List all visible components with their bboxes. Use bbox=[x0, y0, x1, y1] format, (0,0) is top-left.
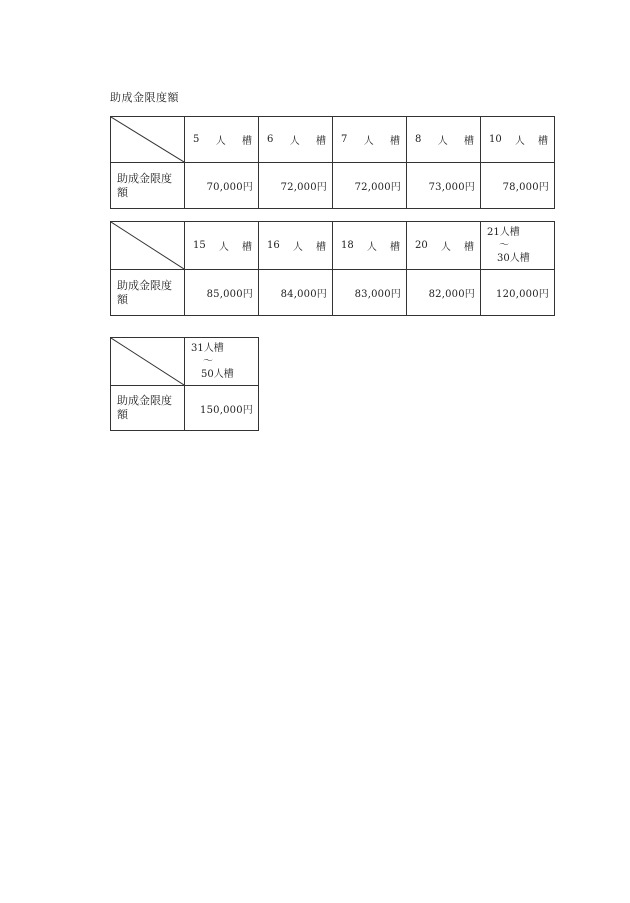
capacity-header: 20 人 槽 bbox=[407, 222, 481, 270]
diagonal-line bbox=[111, 222, 184, 269]
range-tilde: ～ bbox=[203, 356, 213, 367]
capacity-header: 15 人 槽 bbox=[185, 222, 259, 270]
range-tilde: ～ bbox=[499, 240, 509, 251]
range-to: 50人槽 bbox=[201, 369, 234, 380]
amount-row bbox=[111, 270, 555, 316]
amount-cell: 82,000円 bbox=[407, 270, 481, 316]
range-to: 30人槽 bbox=[497, 253, 530, 264]
subsidy-table-medium bbox=[110, 221, 555, 316]
amount-row bbox=[111, 386, 259, 431]
range-from: 21人槽 bbox=[487, 227, 520, 238]
amount-cell: 72,000円 bbox=[333, 163, 407, 209]
subsidy-table-large bbox=[110, 337, 259, 431]
diagonal-corner-cell bbox=[111, 117, 185, 163]
capacity-header: 6 人 槽 bbox=[259, 117, 333, 163]
amount-row bbox=[111, 163, 555, 209]
amount-cell: 73,000円 bbox=[407, 163, 481, 209]
page-title: 助成金限度額 bbox=[110, 91, 179, 104]
amount-cell: 120,000円 bbox=[481, 270, 555, 316]
capacity-header: 16 人 槽 bbox=[259, 222, 333, 270]
capacity-header: 18 人 槽 bbox=[333, 222, 407, 270]
capacity-range-header bbox=[481, 222, 555, 270]
capacity-header: 8 人 槽 bbox=[407, 117, 481, 163]
amount-cell: 72,000円 bbox=[259, 163, 333, 209]
diagonal-corner-cell bbox=[111, 338, 185, 386]
row-label: 助成金限度額 bbox=[111, 386, 185, 431]
row-label: 助成金限度額 bbox=[111, 270, 185, 316]
subsidy-table-small bbox=[110, 116, 555, 209]
diagonal-line bbox=[111, 338, 184, 385]
diagonal-corner-cell bbox=[111, 222, 185, 270]
capacity-row bbox=[111, 338, 259, 386]
capacity-header: 7 人 槽 bbox=[333, 117, 407, 163]
amount-cell: 150,000円 bbox=[185, 386, 259, 431]
amount-cell: 70,000円 bbox=[185, 163, 259, 209]
capacity-range-header bbox=[185, 338, 259, 386]
capacity-row bbox=[111, 117, 555, 163]
amount-cell: 78,000円 bbox=[481, 163, 555, 209]
diagonal-line bbox=[111, 117, 184, 162]
range-from: 31人槽 bbox=[191, 343, 224, 354]
capacity-row bbox=[111, 222, 555, 270]
capacity-header: 10 人 槽 bbox=[481, 117, 555, 163]
capacity-header: 5 人 槽 bbox=[185, 117, 259, 163]
amount-cell: 84,000円 bbox=[259, 270, 333, 316]
row-label: 助成金限度額 bbox=[111, 163, 185, 209]
amount-cell: 85,000円 bbox=[185, 270, 259, 316]
amount-cell: 83,000円 bbox=[333, 270, 407, 316]
